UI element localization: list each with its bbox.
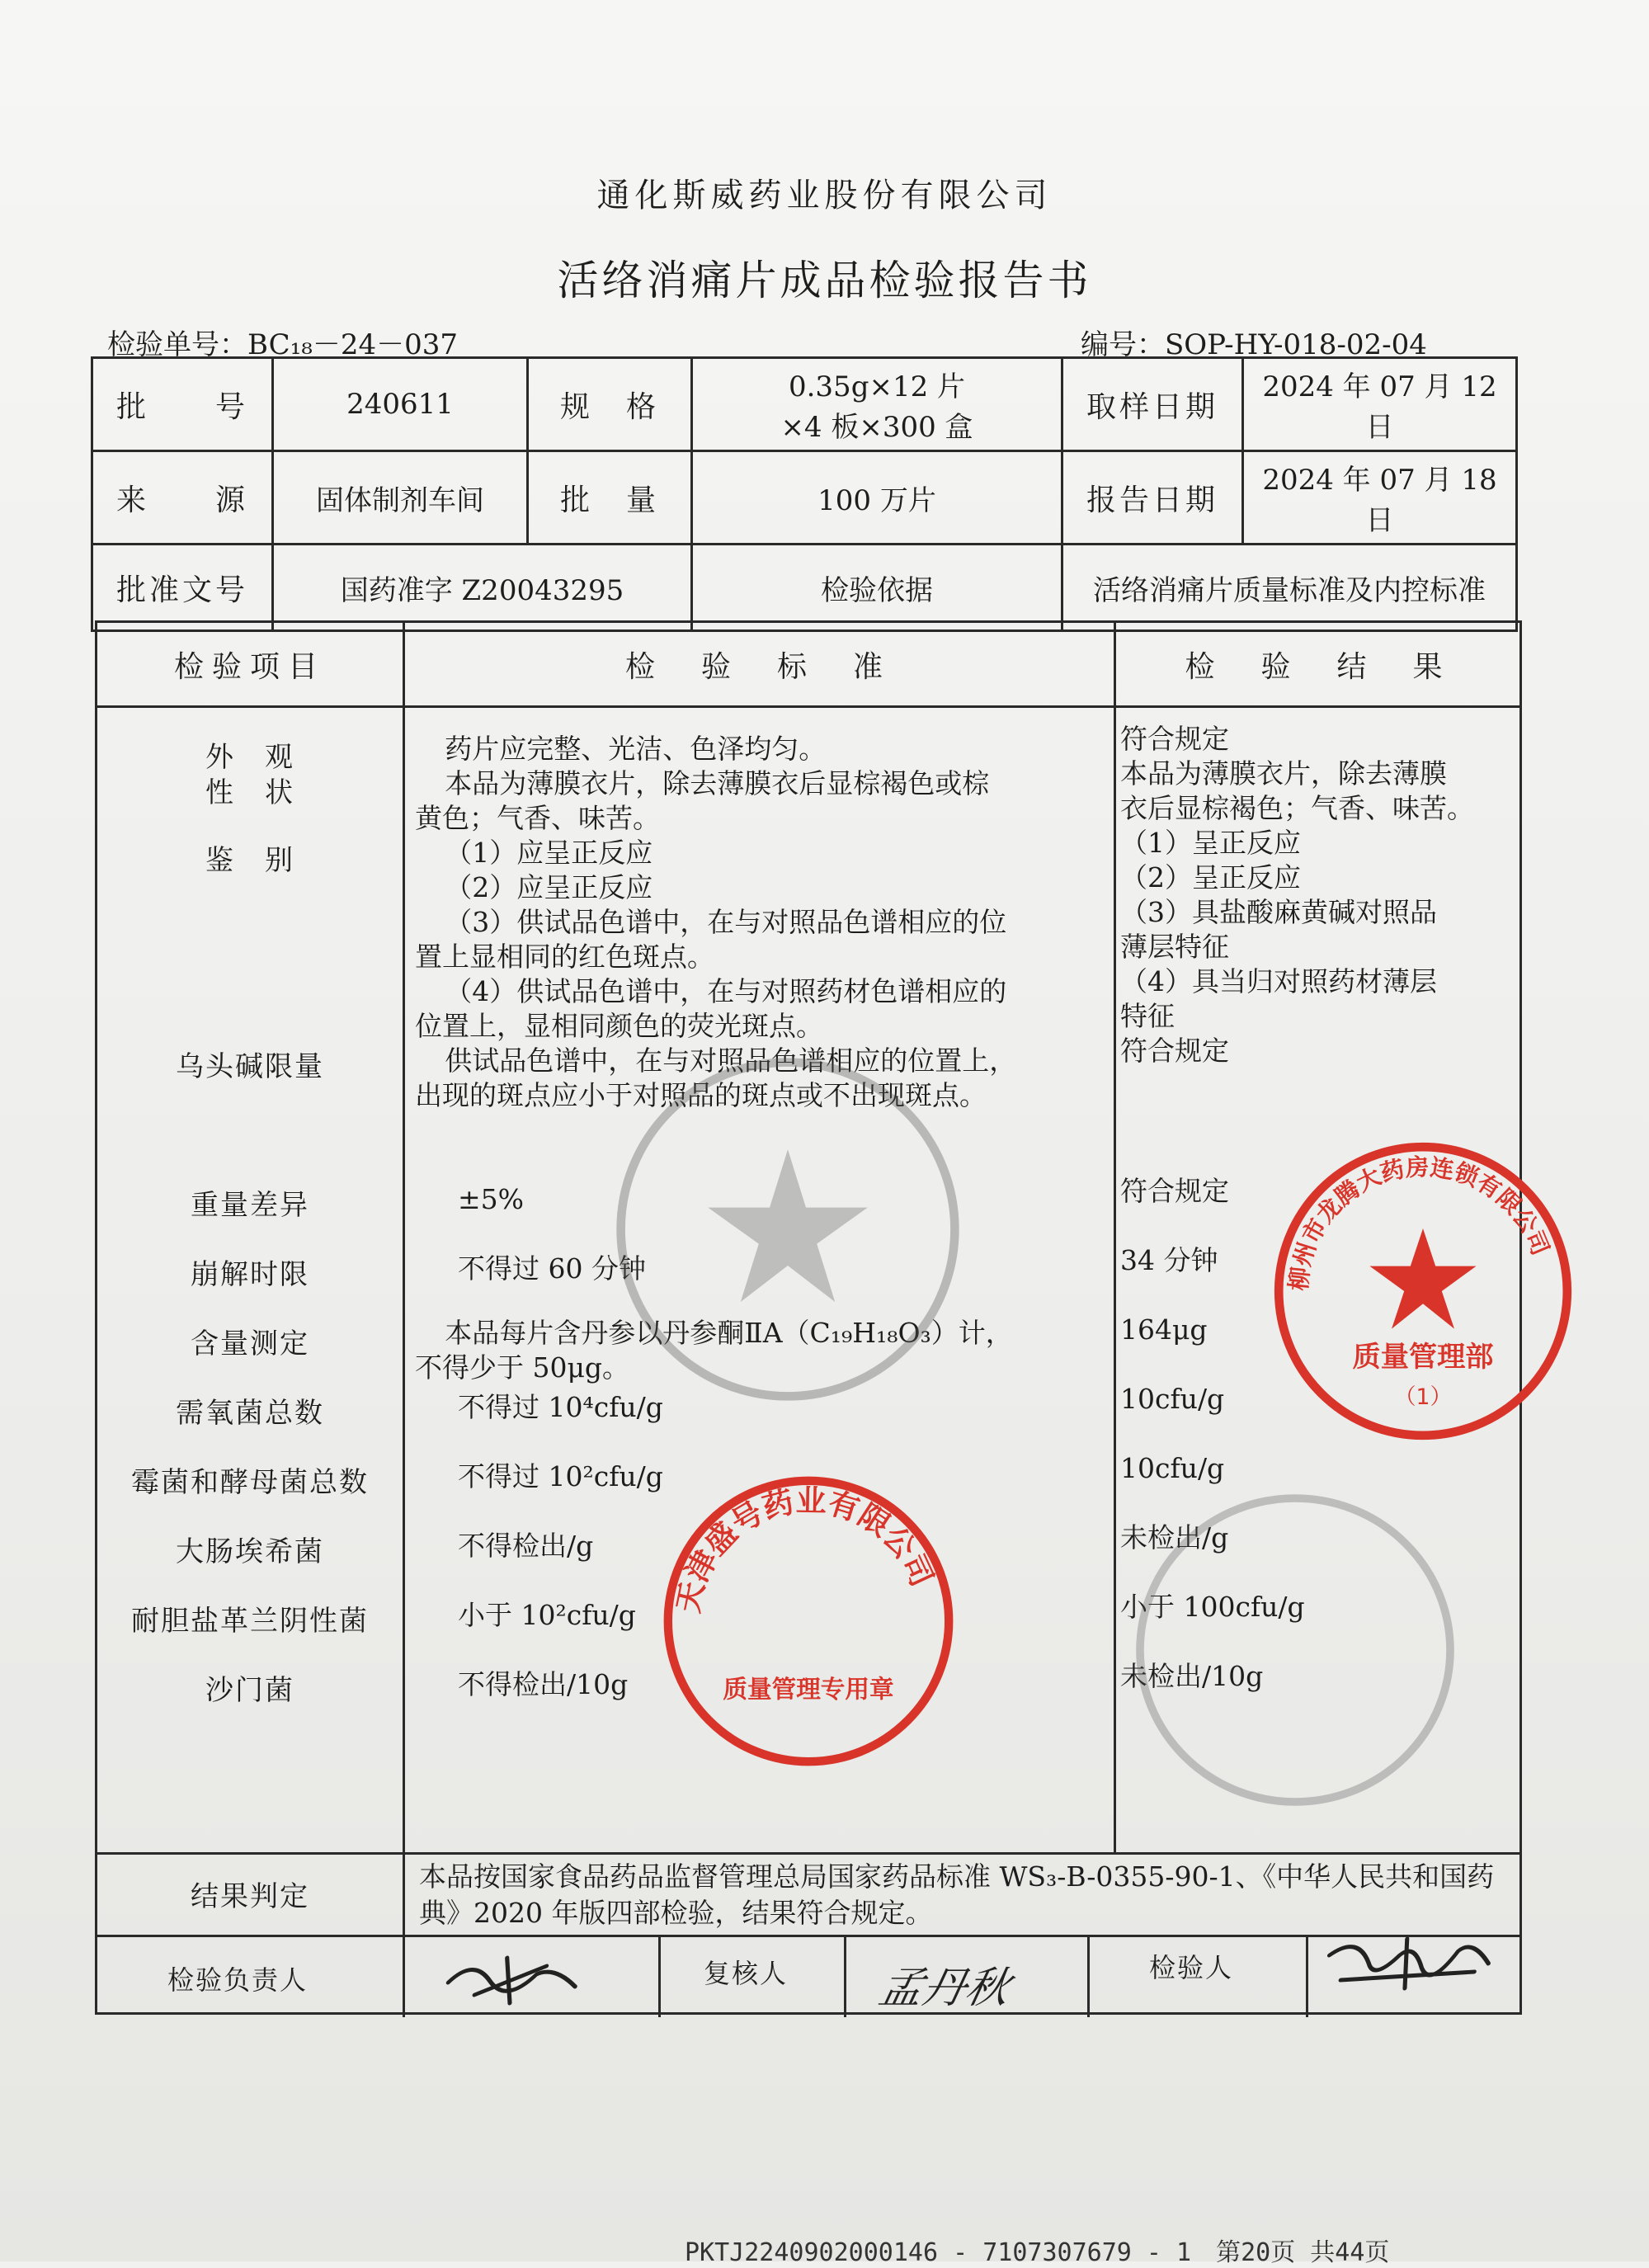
res-ecoli: 未检出/g (1120, 1521, 1229, 1554)
page-footer: PKTJ2240902000146 - 7107307679 - 1 第20页 共44页 (685, 2238, 1390, 2267)
head-item: 检验项目 (173, 649, 326, 684)
basis-value: 活络消痛片质量标准及内控标准 (1062, 545, 1517, 631)
std-id1: （1）应呈正反应 (445, 837, 653, 869)
item-character: 性 状 (205, 776, 294, 809)
batch-value: 240611 (273, 358, 528, 451)
head-result: 检 验 结 果 (1185, 649, 1451, 684)
seal-star-icon (1369, 1228, 1476, 1329)
res-id3-2: 薄层特征 (1120, 931, 1229, 963)
grid-divider (844, 1935, 846, 2017)
std-disintegration: 不得过 60 分钟 (458, 1252, 646, 1285)
item-assay: 含量测定 (191, 1327, 309, 1360)
batch-label: 批 号 (92, 358, 273, 451)
res-aconitine: 符合规定 (1120, 1035, 1229, 1067)
item-weight: 重量差异 (191, 1189, 309, 1222)
grid-divider (97, 705, 1519, 708)
res-aerobic: 10cfu/g (1120, 1383, 1225, 1415)
std-bile: 小于 10²cfu/g (458, 1599, 636, 1631)
company-name: 通化斯威药业股份有限公司 (596, 177, 1053, 215)
quality-seal-liuzhou (1266, 1134, 1580, 1448)
item-salmonella: 沙门菌 (205, 1674, 294, 1707)
inspector-label: 检验人 (1149, 1952, 1234, 1983)
source-label: 来 源 (92, 451, 273, 545)
std-character-1: 本品为薄膜衣片，除去薄膜衣后显棕褐色或棕 (445, 767, 990, 799)
std-salmonella: 不得检出/10g (458, 1668, 629, 1700)
grid-divider (658, 1935, 661, 2017)
seal2-center-text: 质量管理部 (1352, 1341, 1494, 1374)
res-character-1: 本品为薄膜衣片，除去薄膜 (1120, 757, 1447, 790)
seal1-ring-text: 天津盛号药业有限公司 (670, 1483, 940, 1616)
item-bile: 耐胆盐革兰阴性菌 (131, 1605, 369, 1638)
seal1-center-text: 质量管理专用章 (723, 1675, 894, 1704)
report-title: 活络消痛片成品检验报告书 (557, 257, 1092, 304)
quality-seal-tianjin (656, 1469, 961, 1774)
report-date-label: 报告日期 (1062, 451, 1243, 545)
judgement-text: 本品按国家食品药品监督管理总局国家药品标准 WS₃-B-0355-90-1、《中华人民共和国药典》2020 年版四部检验，结果符合规定。 (419, 1860, 1495, 1929)
info-table (91, 356, 1518, 632)
res-mold: 10cfu/g (1120, 1452, 1225, 1484)
spec-label: 规 格 (528, 358, 692, 451)
quantity-value: 100 万片 (692, 451, 1062, 545)
item-identify: 鉴 别 (205, 844, 294, 877)
approval-label: 批准文号 (92, 545, 273, 631)
res-id1: （1）呈正反应 (1120, 827, 1301, 859)
std-assay-1: 本品每片含丹参以丹参酮ⅡA（C₁₉H₁₈O₃）计， (445, 1317, 1013, 1349)
reviewer-label: 复核人 (704, 1958, 789, 1989)
std-id4-1: （4）供试品色谱中，在与对照药材色谱相应的 (445, 975, 1007, 1007)
res-disintegration: 34 分钟 (1120, 1244, 1218, 1276)
basis-label: 检验依据 (692, 545, 1062, 631)
quantity-label: 批 量 (528, 451, 692, 545)
item-aerobic: 需氧菌总数 (176, 1397, 324, 1430)
item-appearance: 外 观 (205, 741, 294, 774)
grid-divider (403, 1852, 405, 2017)
results-block (1120, 722, 1516, 1068)
item-aconitine: 乌头碱限量 (176, 1050, 324, 1083)
reviewer-signature: 孟丹秋 (874, 1964, 1015, 2013)
std-id2: （2）应呈正反应 (445, 871, 653, 903)
grey-seal-center (606, 1048, 969, 1411)
seal2-ring-text: 柳州市龙腾大药房连锁有限公司 (1284, 1153, 1555, 1292)
std-aerobic: 不得过 10⁴cfu/g (458, 1391, 663, 1423)
std-id4-2: 位置上，显相同颜色的荧光斑点。 (415, 1010, 823, 1042)
std-appearance: 药片应完整、光洁、色泽均匀。 (445, 733, 827, 765)
document-number-value: SOP-HY-018-02-04 (1165, 328, 1427, 361)
res-id3-1: （3）具盐酸麻黄碱对照品 (1120, 896, 1437, 928)
head-standard: 检 验 标 准 (624, 649, 891, 684)
item-mold: 霉菌和酵母菌总数 (131, 1466, 369, 1499)
spec-line-1: 0.35g×12 片 (788, 370, 966, 403)
sample-date-label: 取样日期 (1062, 358, 1243, 451)
report-date-value: 2024 年 07 月 18 日 (1243, 451, 1517, 545)
std-character-2: 黄色；气香、味苦。 (415, 802, 660, 834)
grid-divider (403, 623, 405, 1852)
std-aconitine-1: 供试品色谱中，在与对照品色谱相应的位置上， (445, 1044, 1017, 1077)
judgement-label: 结果判定 (191, 1879, 309, 1913)
res-weight: 符合规定 (1120, 1175, 1229, 1207)
grid-divider (1087, 1935, 1090, 2017)
sample-date-value: 2024 年 07 月 12 日 (1243, 358, 1517, 451)
res-appearance: 符合规定 (1120, 723, 1229, 755)
std-ecoli: 不得检出/g (458, 1530, 594, 1562)
std-weight: ±5% (458, 1183, 525, 1215)
res-id4-1: （4）具当归对照药材薄层 (1120, 965, 1437, 997)
std-mold: 不得过 10²cfu/g (458, 1460, 663, 1492)
grid-divider (1306, 1935, 1308, 2017)
res-character-2: 衣后显棕褐色；气香、味苦。 (1120, 792, 1474, 824)
grey-seal-right (1105, 1485, 1485, 1815)
inspection-number-value: BC₁₈－24－037 (247, 328, 459, 361)
spec-line-2: ×4 板×300 盒 (780, 411, 973, 444)
res-id4-2: 特征 (1120, 1000, 1175, 1032)
res-bile: 小于 100cfu/g (1120, 1591, 1305, 1623)
std-id3-1: （3）供试品色谱中，在与对照品色谱相应的位 (445, 906, 1007, 938)
item-disintegration: 崩解时限 (191, 1258, 309, 1291)
std-aconitine-2: 出现的斑点应小于对照品的斑点或不出现斑点。 (415, 1079, 987, 1111)
source-value: 固体制剂车间 (273, 451, 528, 545)
res-id2: （2）呈正反应 (1120, 861, 1301, 894)
item-ecoli: 大肠埃希菌 (176, 1535, 324, 1568)
spec-value (692, 358, 1062, 451)
seal2-number: （1） (1393, 1384, 1453, 1410)
lead-inspector-label: 检验负责人 (167, 1964, 309, 1996)
res-assay: 164μg (1120, 1313, 1208, 1346)
res-salmonella: 未检出/10g (1120, 1660, 1264, 1692)
approval-value: 国药准字 Z20043295 (273, 545, 692, 631)
std-assay-2: 不得少于 50μg。 (415, 1351, 630, 1384)
lead-signature (436, 1950, 591, 2018)
svg-text:天津盛号药业有限公司 (670, 1483, 940, 1615)
document-number-label: 编号： (1081, 328, 1165, 361)
inspector-signature (1310, 1931, 1508, 2007)
std-id3-2: 置上显相同的红色斑点。 (415, 941, 714, 973)
inspection-number-label: 检验单号： (107, 328, 247, 361)
